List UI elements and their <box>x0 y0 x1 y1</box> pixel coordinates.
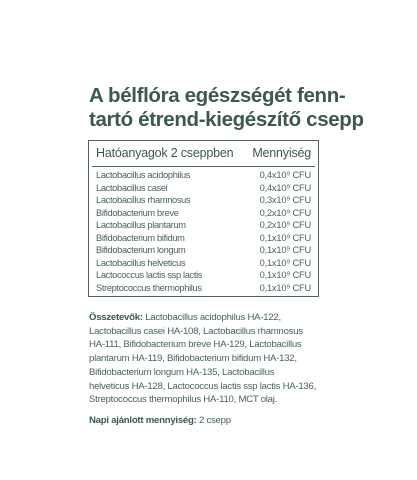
table-row <box>96 257 311 270</box>
table-row <box>96 182 311 195</box>
ingredient-name: Bifidobacterium bifidum <box>96 232 185 243</box>
ingredient-name: Lactobacillus casei <box>96 182 168 193</box>
table-row <box>96 269 311 282</box>
ingredient-quantity: 0,3x10⁹ CFU <box>259 195 311 205</box>
table-row <box>96 169 311 182</box>
ingredients-line-7: Streptococcus thermophilus HA-110, MCT olaj. <box>89 394 278 406</box>
ingredient-name: Streptococcus thermophilus <box>96 282 202 293</box>
ingredient-name: Lactobacillus rhamnosus <box>96 195 191 205</box>
daily-dose-label: Napi ajánlott mennyiség: <box>89 415 197 426</box>
ingredients-line-5: Bifidobacterium longum HA-135, Lactobacillus <box>89 366 275 378</box>
ingredient-quantity: 0,1x10⁹ CFU <box>259 245 311 255</box>
page-title <box>89 84 409 132</box>
ingredient-quantity: 0,2x10⁹ CFU <box>259 207 311 218</box>
daily-dose-value: 2 csepp <box>196 415 231 426</box>
ingredient-quantity: 0,1x10⁹ CFU <box>259 270 311 280</box>
ingredient-quantity: 0,1x10⁹ CFU <box>259 232 311 243</box>
ingredient-name: Bifidobacterium breve <box>96 207 179 218</box>
ingredient-name: Lactobacillus plantarum <box>96 220 186 230</box>
title-line-1: A bélflóra egészségét fenn- <box>89 84 346 107</box>
daily-dose <box>89 414 231 427</box>
ingredient-quantity: 0,4x10⁹ CFU <box>259 170 311 180</box>
table-row <box>96 219 311 232</box>
ingredients-line-1 <box>89 311 389 325</box>
header-quantity: Mennyiség <box>252 146 311 160</box>
ingredients-line-2: Lactobacillus casei HA-108, Lactobacillus rhamnosus <box>89 325 303 337</box>
header-active-ingredients: Hatóanyagok 2 cseppben <box>96 146 234 160</box>
ingredients-line-4: plantarum HA-119, Bifidobacterium bifidum HA-132, <box>89 353 297 365</box>
title-line-2: tartó étrend-kiegészítő csepp <box>89 108 364 131</box>
ingredient-name: Lactobacillus acidophilus <box>96 170 191 180</box>
ingredients-label: Összetevők: <box>89 312 143 323</box>
ingredients-list <box>89 311 389 407</box>
table-row <box>96 232 311 245</box>
ingredient-quantity: 0,2x10⁹ CFU <box>259 220 311 230</box>
table-body <box>96 169 311 294</box>
ingredients-line-3: HA-111, Bifidobacterium breve HA-129, Lactobacillus <box>89 339 302 351</box>
table-row <box>96 207 311 220</box>
ingredients-table <box>88 140 319 297</box>
ingredient-quantity: 0,1x10⁹ CFU <box>259 257 311 268</box>
ingredient-quantity: 0,4x10⁹ CFU <box>259 182 311 193</box>
header-divider <box>92 166 315 167</box>
ingredient-name: Lactococcus lactis ssp lactis <box>96 270 203 280</box>
ingredients-text-1: Lactobacillus acidophilus HA-122, <box>142 312 281 323</box>
table-row <box>96 194 311 207</box>
ingredient-name: Bifidobacterium longum <box>96 245 186 255</box>
ingredient-quantity: 0,1x10⁹ CFU <box>259 282 311 293</box>
table-row <box>96 282 311 295</box>
table-row <box>96 244 311 257</box>
ingredients-line-6: helveticus HA-128, Lactococcus lactis ssp lactis HA-136, <box>89 380 317 392</box>
ingredient-name: Lactobacillus helveticus <box>96 257 186 268</box>
